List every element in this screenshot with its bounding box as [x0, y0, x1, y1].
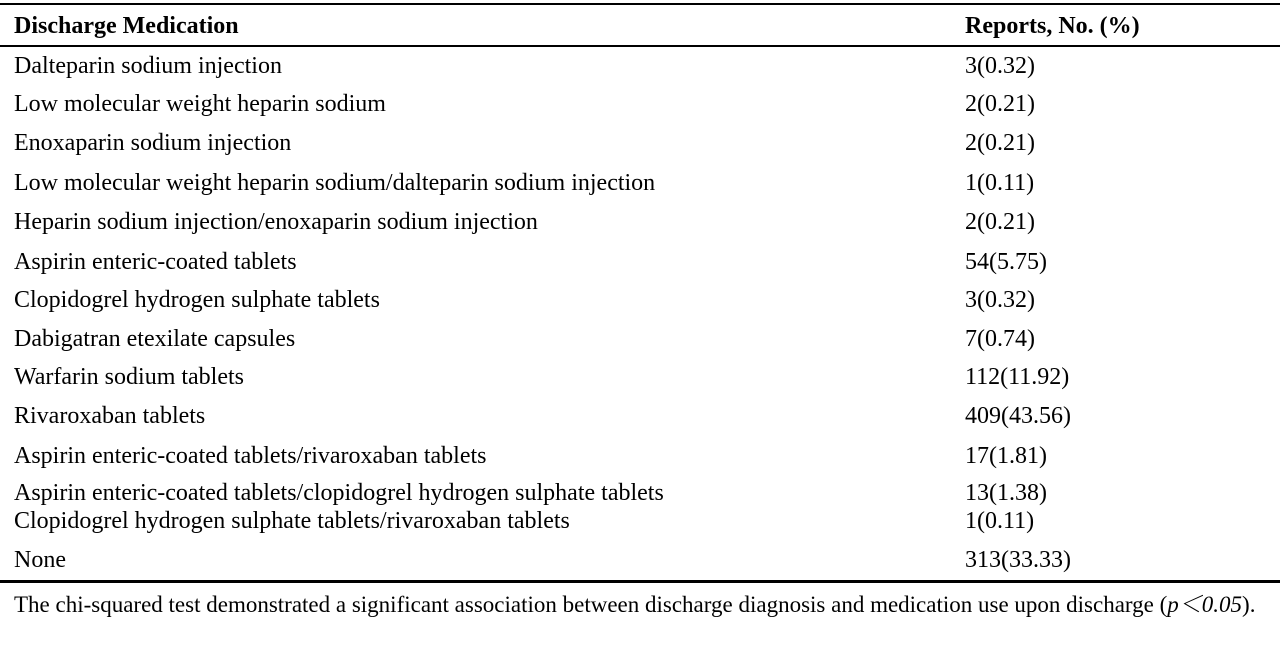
row-reports: 7(0.74): [965, 326, 1035, 352]
row-reports: 112(11.92): [965, 364, 1070, 390]
table-row: [0, 398, 1280, 434]
table-row: [0, 165, 1280, 201]
row-medication: Dabigatran etexilate capsules: [14, 326, 296, 352]
header-medication: Discharge Medication: [14, 13, 239, 39]
row-medication: None: [14, 547, 66, 573]
row-medication: Aspirin enteric-coated tablets/rivaroxaban tablets: [14, 443, 487, 469]
row-reports: 2(0.21): [965, 209, 1035, 235]
row-reports: 409(43.56): [965, 403, 1071, 429]
row-medication: Rivaroxaban tablets: [14, 403, 206, 429]
footnote-text: The chi-squared test demonstrated a significant association between discharge diagnosis and medication use upon discharge (: [14, 592, 1168, 617]
row-reports: 3(0.32): [965, 53, 1035, 79]
table-row: [0, 321, 1280, 357]
row-medication: Warfarin sodium tablets: [14, 364, 245, 390]
row-medication: Aspirin enteric-coated tablets: [14, 249, 297, 275]
row-medication: Clopidogrel hydrogen sulphate tablets/rivaroxaban tablets: [14, 508, 570, 534]
row-reports: 3(0.32): [965, 287, 1035, 313]
table-row: [0, 204, 1280, 240]
row-medication: Heparin sodium injection/enoxaparin sodium injection: [14, 209, 538, 235]
table-footnote: [14, 590, 1266, 620]
footnote-p-value: p＜0.05: [1167, 592, 1243, 617]
table-row: [0, 48, 1280, 84]
row-medication: Dalteparin sodium injection: [14, 53, 282, 79]
row-medication: Low molecular weight heparin sodium: [14, 91, 386, 117]
row-reports: 313(33.33): [965, 547, 1071, 573]
table-bottom-rule: [0, 580, 1280, 583]
row-reports: 17(1.81): [965, 443, 1047, 469]
table-row: [0, 542, 1280, 578]
footnote-close: ).: [1242, 592, 1256, 617]
row-reports: 2(0.21): [965, 130, 1035, 156]
row-reports: 2(0.21): [965, 91, 1035, 117]
table-row: [0, 125, 1280, 161]
row-reports: 1(0.11): [965, 170, 1035, 196]
row-reports: 1(0.11): [965, 508, 1035, 534]
table-row: [0, 282, 1280, 318]
row-reports: 54(5.75): [965, 249, 1047, 275]
row-medication: Enoxaparin sodium injection: [14, 130, 292, 156]
row-reports: 13(1.38): [965, 480, 1047, 506]
table-row: [0, 438, 1280, 474]
table-header-rule: [0, 45, 1280, 47]
table-header-row: [0, 5, 1280, 45]
table-row: [0, 86, 1280, 122]
row-medication: Clopidogrel hydrogen sulphate tablets: [14, 287, 380, 313]
row-medication: Low molecular weight heparin sodium/dalteparin sodium injection: [14, 170, 656, 196]
table-row: [0, 359, 1280, 395]
row-medication: Aspirin enteric-coated tablets/clopidogrel hydrogen sulphate tablets: [14, 480, 664, 506]
table-row: [0, 503, 1280, 539]
table-row: [0, 244, 1280, 280]
header-reports: Reports, No. (%): [965, 13, 1140, 39]
